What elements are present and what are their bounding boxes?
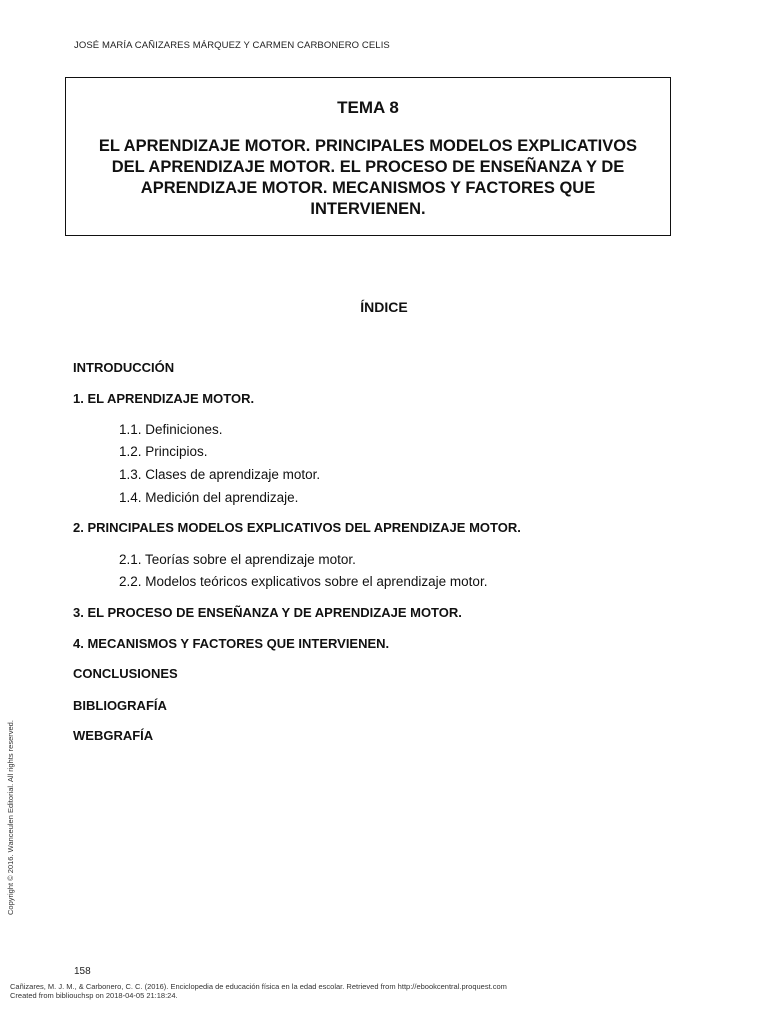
main-title-line: INTERVIENEN. [310, 200, 426, 218]
toc-bibliography: BIBLIOGRAFÍA [73, 698, 167, 713]
toc-webography: WEBGRAFÍA [73, 728, 154, 743]
toc-subsection-2-1: 2.1. Teorías sobre el aprendizaje motor. [119, 552, 356, 567]
toc-subsection-2-2: 2.2. Modelos teóricos explicativos sobre el aprendizaje motor. [119, 574, 488, 589]
side-copyright: Copyright © 2016. Wanceulen Editorial. All rights reserved. [6, 720, 15, 915]
title-box [65, 77, 671, 236]
main-title-line: DEL APRENDIZAJE MOTOR. EL PROCESO DE ENSEÑANZA Y DE [111, 158, 625, 176]
toc-conclusions: CONCLUSIONES [73, 666, 178, 681]
toc-section-2: 2. PRINCIPALES MODELOS EXPLICATIVOS DEL APRENDIZAJE MOTOR. [73, 520, 521, 535]
toc-section-1: 1. EL APRENDIZAJE MOTOR. [73, 391, 255, 406]
toc-subsection-1-2: 1.2. Principios. [119, 444, 208, 459]
main-title-line: EL APRENDIZAJE MOTOR. PRINCIPALES MODELOS EXPLICATIVOS [98, 137, 638, 155]
main-title [76, 136, 660, 220]
toc-introduction: INTRODUCCIÓN [73, 360, 175, 375]
toc-section-4: 4. MECANISMOS Y FACTORES QUE INTERVIENEN. [73, 636, 390, 651]
toc-subsection-1-4: 1.4. Medición del aprendizaje. [119, 490, 299, 505]
toc-subsection-1-1: 1.1. Definiciones. [119, 422, 223, 437]
footer-created: Created from bibliouchsp on 2018-04-05 21:18:24. [10, 991, 178, 1000]
toc-section-3: 3. EL PROCESO DE ENSEÑANZA Y DE APRENDIZAJE MOTOR. [73, 605, 462, 620]
running-header: JOSÉ MARÍA CAÑIZARES MÁRQUEZ Y CARMEN CARBONERO CELIS [74, 40, 390, 51]
index-heading: ÍNDICE [360, 299, 408, 315]
main-title-line: APRENDIZAJE MOTOR. MECANISMOS Y FACTORES QUE [140, 179, 596, 197]
footer-citation: Cañizares, M. J. M., & Carbonero, C. C. (2016). Enciclopedia de educación física en la edad escolar. Retrieved from http://ebookcentral.proquest.com [10, 982, 507, 991]
page-number: 158 [74, 966, 91, 977]
tema-label: TEMA 8 [337, 98, 399, 117]
toc-subsection-1-3: 1.3. Clases de aprendizaje motor. [119, 467, 321, 482]
